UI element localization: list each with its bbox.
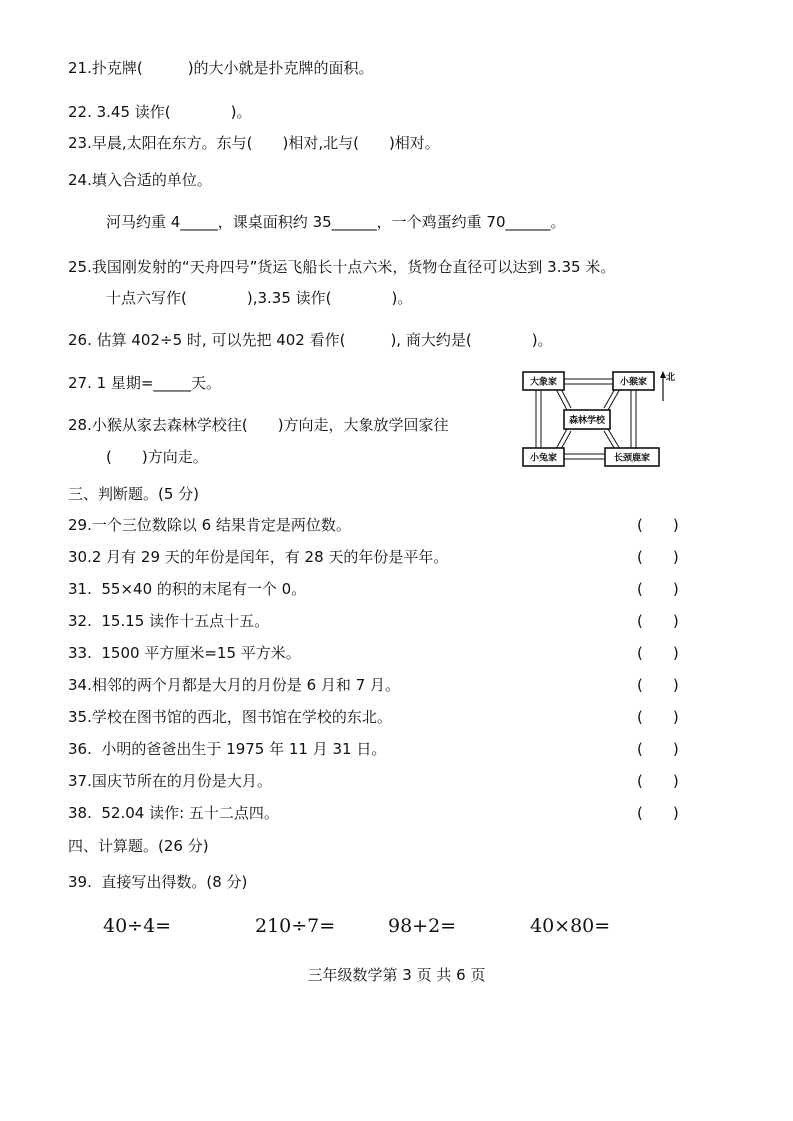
judgement-33: 33. 1500 平方厘米=15 平方米。: [68, 644, 301, 662]
calc-item-2: 210÷7=: [255, 915, 336, 937]
question-22: 22. 3.45 读作( )。: [68, 103, 252, 121]
answer-bracket[interactable]: ( ): [637, 708, 679, 726]
monkey-home-label: 小猴家: [619, 377, 648, 388]
question-21: 21.扑克牌( )的大小就是扑克牌的面积。: [68, 59, 374, 77]
judgement-38: 38. 52.04 读作: 五十二点四。: [68, 804, 279, 822]
north-label: 北: [666, 373, 676, 383]
question-27: 27. 1 星期=_____天。: [68, 374, 222, 392]
question-25-line: 十点六写作( ),3.35 读作( )。: [106, 289, 413, 307]
judgement-34: 34.相邻的两个月都是大月的月份是 6 月和 7 月。: [68, 676, 401, 694]
question-23: 23.早晨,太阳在东方。东与( )相对,北与( )相对。: [68, 134, 440, 152]
judgement-35: 35.学校在图书馆的西北，图书馆在学校的东北。: [68, 708, 392, 726]
judgement-31: 31. 55×40 的积的末尾有一个 0。: [68, 580, 307, 598]
forest-map-diagram: [520, 365, 680, 473]
calc-item-1: 40÷4=: [103, 915, 172, 937]
question-39: 39. 直接写出得数。(8 分): [68, 873, 248, 891]
giraffe-home-label: 长颈鹿家: [613, 453, 651, 464]
answer-bracket[interactable]: ( ): [637, 804, 679, 822]
calc-item-4: 40×80=: [530, 915, 611, 937]
answer-bracket[interactable]: ( ): [637, 740, 679, 758]
section-4-title: 四、计算题。(26 分): [68, 837, 209, 855]
rabbit-home-label: 小兔家: [529, 453, 558, 464]
school-label: 森林学校: [568, 416, 606, 426]
elephant-home-label: 大象家: [529, 377, 558, 388]
question-24-line: 河马约重 4_____，课桌面积约 35______，一个鸡蛋约重 70______。: [106, 213, 566, 231]
answer-bracket[interactable]: ( ): [637, 772, 679, 790]
answer-bracket[interactable]: ( ): [637, 580, 679, 598]
section-3-title: 三、判断题。(5 分): [68, 485, 200, 503]
calc-item-3: 98+2=: [388, 915, 457, 937]
question-25: 25.我国刚发射的“天舟四号”货运飞船长十点六米，货物仓直径可以达到 3.35 米。: [68, 258, 616, 276]
judgement-30: 30.2 月有 29 天的年份是闰年，有 28 天的年份是平年。: [68, 548, 449, 566]
judgement-37: 37.国庆节所在的月份是大月。: [68, 772, 272, 790]
question-28: 28.小猴从家去森林学校往( )方向走，大象放学回家往: [68, 416, 449, 434]
question-24: 24.填入合适的单位。: [68, 171, 212, 189]
judgement-32: 32. 15.15 读作十五点十五。: [68, 612, 270, 630]
page-footer: 三年级数学第 3 页 共 6 页: [307, 966, 486, 984]
answer-bracket[interactable]: ( ): [637, 644, 679, 662]
answer-bracket[interactable]: ( ): [637, 676, 679, 694]
answer-bracket[interactable]: ( ): [637, 516, 679, 534]
judgement-36: 36. 小明的爸爸出生于 1975 年 11 月 31 日。: [68, 740, 387, 758]
answer-bracket[interactable]: ( ): [637, 612, 679, 630]
answer-bracket[interactable]: ( ): [637, 548, 679, 566]
question-26: 26. 估算 402÷5 时, 可以先把 402 看作( ), 商大约是( )。: [68, 331, 553, 349]
judgement-29: 29.一个三位数除以 6 结果肯定是两位数。: [68, 516, 351, 534]
question-28-line: ( )方向走。: [106, 448, 208, 466]
